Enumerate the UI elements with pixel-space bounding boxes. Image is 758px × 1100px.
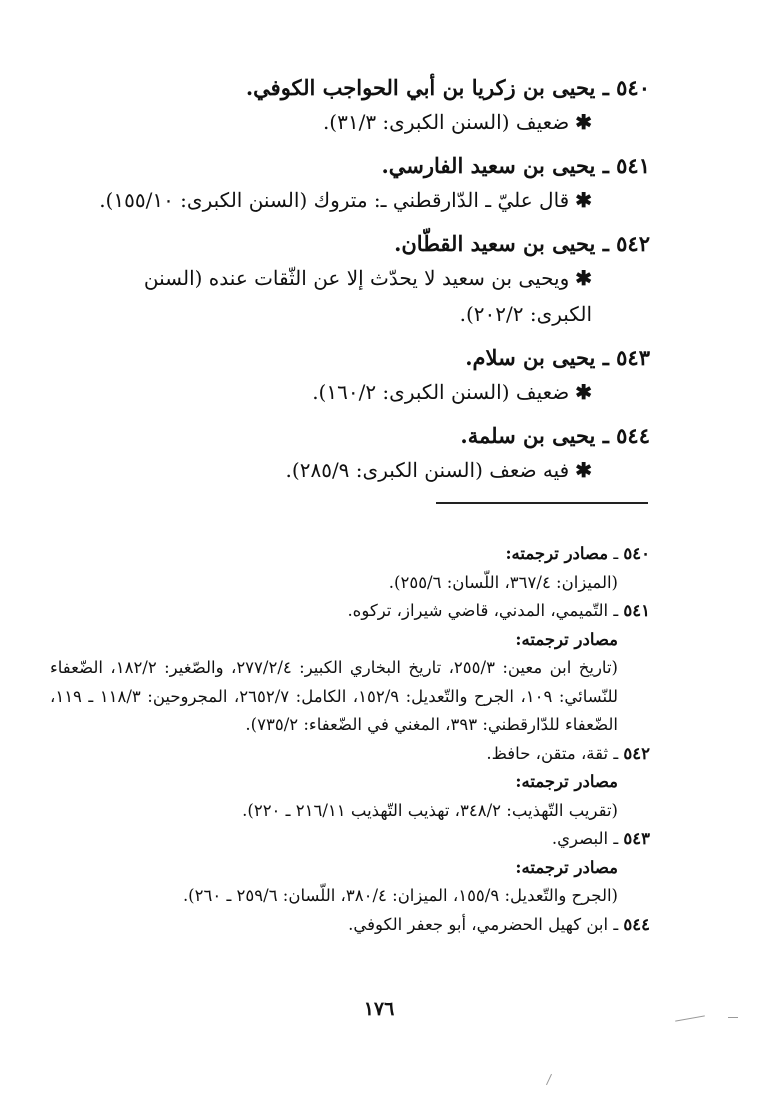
footnote-description: ابن كهيل الحضرمي، أبو جعفر الكوفي. bbox=[348, 914, 609, 934]
entry-number: ٥٤٣ bbox=[616, 345, 650, 370]
footnote-number: ٥٤٣ bbox=[623, 829, 650, 848]
star-icon: ✱ bbox=[575, 458, 592, 482]
entry-544 bbox=[90, 420, 650, 488]
entry-heading: ٥٤٤ ـ يحيى بن سلمة. bbox=[460, 423, 650, 448]
entry-ruling: ✱قال عليّ ـ الدّارقطني ـ: متروك (السنن الكبرى: ١٥٥/١٠). bbox=[99, 188, 592, 212]
footnotes bbox=[50, 540, 650, 939]
narrator-name: يحيى بن سلام. bbox=[465, 345, 596, 370]
footnote-sources: (الجرح والتّعديل: ١٥٥/٩، الميزان: ٣٨٠/٤، اللّسان: ٢٥٩/٦ ـ ٢٦٠). bbox=[182, 886, 618, 905]
entry-heading: ٥٤٣ ـ يحيى بن سلام. bbox=[465, 345, 650, 370]
footnote-number: ٥٤٠ bbox=[623, 544, 650, 563]
footnote-description: التّميمي، المدني، قاضي شيراز، تركوه. bbox=[347, 601, 609, 620]
star-icon: ✱ bbox=[575, 110, 592, 134]
scan-artifact bbox=[728, 1017, 738, 1018]
entry-541 bbox=[90, 150, 650, 218]
entry-540 bbox=[90, 72, 650, 140]
footnote-sources-label: مصادر ترجمته: bbox=[515, 629, 618, 649]
footnote-number: ٥٤٢ bbox=[623, 743, 650, 763]
footnote-sources: (الميزان: ٣٦٧/٤، اللّسان: ٢٥٥/٦). bbox=[388, 572, 618, 592]
scan-artifact bbox=[546, 1074, 552, 1085]
footnote-number: ٥٤١ bbox=[623, 601, 650, 620]
star-icon: ✱ bbox=[575, 188, 592, 212]
footnote-sources-label: مصادر ترجمته: bbox=[515, 857, 618, 877]
footnote-541: ٥٤١ ـ التّميمي، المدني، قاضي شيراز، تركوه. مصادر ترجمته: (تاريخ ابن معين: ٢٥٥/٣، تاريخ البخاري الكبير: ٢٧٧/٢/٤، والصّغير: ١٨٢/٢، الضّعفاء للنّسائي: ١٠٩، الجرح والتّعديل: ١٥٢/٩، الكامل: ٢٦٥٢/٧، المجروحين: ١١٨/٣ ـ ١١٩، الضّعفاء للدّارقطني: ٣٩٣، المغني في الضّعفاء: ٧٣٥/٢). bbox=[50, 597, 650, 740]
footnote-544: ٥٤٤ ـ ابن كهيل الحضرمي، أبو جعفر الكوفي. bbox=[348, 914, 650, 934]
main-entries bbox=[90, 72, 650, 498]
narrator-name: يحيى بن سعيد القطّان. bbox=[394, 231, 596, 256]
footnote-separator bbox=[436, 502, 648, 504]
narrator-name: يحيى بن سعيد الفارسي. bbox=[381, 153, 596, 178]
star-icon: ✱ bbox=[575, 380, 592, 404]
narrator-name: يحيى بن سلمة. bbox=[460, 423, 596, 448]
footnote-sources: (تاريخ ابن معين: ٢٥٥/٣، تاريخ البخاري الكبير: ٢٧٧/٢/٤، والصّغير: ١٨٢/٢، الضّعفاء للنّسائي: ١٠٩، الجرح والتّعديل: ١٥٢/٩، الكامل: ٢٦٥٢/٧، المجروحين: ١١٨/٣ ـ ١١٩، الضّعفاء للدّارقطني: ٣٩٣، المغني في الضّعفاء: ٧٣٥/٢). bbox=[50, 658, 618, 734]
entry-ruling: ✱ويحيى بن سعيد لا يحدّث إلا عن الثّقات عنده (السنن الكبرى: ٢٠٢/٢). bbox=[143, 266, 592, 326]
footnote-description: ثقة، متقن، حافظ. bbox=[486, 743, 609, 763]
footnote-540: ٥٤٠ ـ مصادر ترجمته: (الميزان: ٣٦٧/٤، اللّسان: ٢٥٥/٦). bbox=[50, 540, 650, 597]
entry-number: ٥٤٤ bbox=[616, 423, 650, 448]
footnote-sources-label: مصادر ترجمته: bbox=[505, 544, 609, 563]
narrator-name: يحيى بن زكريا بن أبي الحواجب الكوفي. bbox=[245, 75, 596, 100]
entry-ruling: ✱ضعيف (السنن الكبرى: ٣١/٣). bbox=[322, 110, 592, 134]
entry-number: ٥٤٢ bbox=[616, 231, 650, 256]
footnote-543: ٥٤٣ ـ البصري. مصادر ترجمته: (الجرح والتّعديل: ١٥٥/٩، الميزان: ٣٨٠/٤، اللّسان: ٢٥٩/٦ ـ ٢٦٠). bbox=[50, 825, 650, 911]
entry-heading: ٥٤١ ـ يحيى بن سعيد الفارسي. bbox=[381, 153, 650, 178]
entry-heading: ٥٤٢ ـ يحيى بن سعيد القطّان. bbox=[394, 231, 650, 256]
entry-heading: ٥٤٠ ـ يحيى بن زكريا بن أبي الحواجب الكوفي. bbox=[245, 75, 650, 100]
footnote-description: البصري. bbox=[551, 829, 609, 848]
entry-ruling: ✱فيه ضعف (السنن الكبرى: ٢٨٥/٩). bbox=[285, 458, 592, 482]
entry-number: ٥٤١ bbox=[616, 153, 650, 178]
entry-ruling: ✱ضعيف (السنن الكبرى: ١٦٠/٢). bbox=[312, 380, 592, 404]
footnote-number: ٥٤٤ bbox=[623, 914, 650, 934]
entry-543 bbox=[90, 342, 650, 410]
footnote-542: ٥٤٢ ـ ثقة، متقن، حافظ. مصادر ترجمته: (تقريب التّهذيب: ٣٤٨/٢، تهذيب التّهذيب ٢١٦/١١ ـ ٢٢٠). bbox=[50, 740, 650, 826]
star-icon: ✱ bbox=[575, 266, 592, 290]
footnote-sources: (تقريب التّهذيب: ٣٤٨/٢، تهذيب التّهذيب ٢١٦/١١ ـ ٢٢٠). bbox=[242, 800, 618, 820]
entry-number: ٥٤٠ bbox=[616, 75, 650, 100]
footnote-sources-label: مصادر ترجمته: bbox=[515, 772, 618, 791]
entry-542 bbox=[90, 228, 650, 332]
page-number: ١٧٦ bbox=[363, 998, 395, 1020]
